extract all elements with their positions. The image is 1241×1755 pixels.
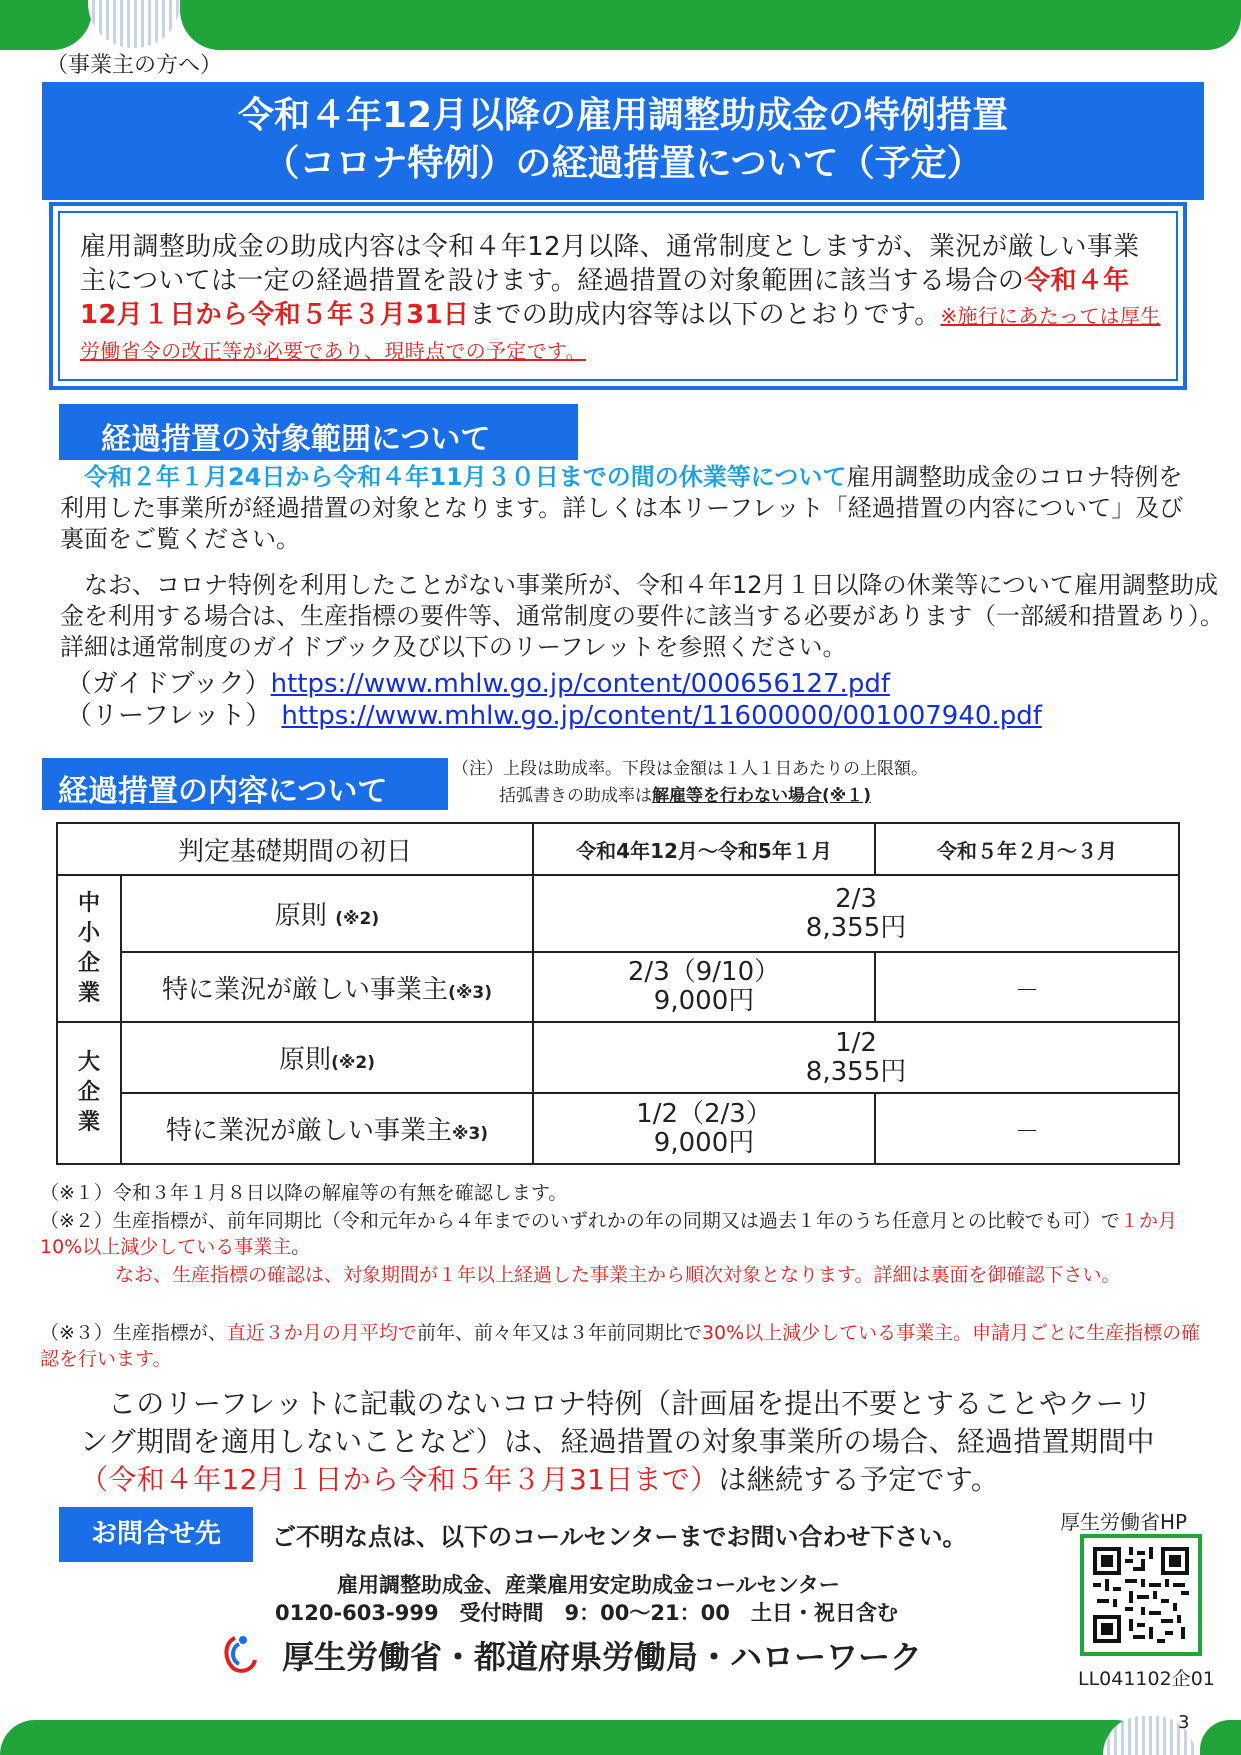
footnote-2-detail-text: なお、生産指標の確認は、対象期間が１年以上経過した事業主から順次対象となります。詳細は裏面を御確認下さい。 — [115, 1264, 1121, 1286]
footnote-2-detail — [96, 1262, 1206, 1288]
contact-label: お問合せ先 — [59, 1507, 253, 1562]
guidebook-label: （ガイドブック） — [66, 669, 271, 699]
footnote-3-text: （※３）生産指標が、 — [40, 1322, 227, 1344]
cell-sme-basic — [533, 875, 1179, 952]
cell-sme-severe-feb-mar: － — [875, 952, 1179, 1022]
rate-value: 2/3 — [835, 883, 877, 914]
subsidy-rate-table — [56, 822, 1180, 1165]
callcenter-phone: 0120-603-999 受付時間 9：00～21：00 土日・祝日含む — [275, 1601, 898, 1625]
table-row — [57, 952, 1179, 1022]
group-char: 企 — [77, 950, 100, 976]
intro-paragraph — [80, 230, 1165, 368]
audience-label: （事業主の方へ） — [46, 53, 223, 78]
amount-value: 9,000円 — [653, 1127, 755, 1158]
scope-paragraph-2 — [60, 570, 1230, 663]
column-header-period-start: 判定基礎期間の初日 — [57, 823, 533, 875]
table-note-line-1: （注）上段は助成率。下段は金額は１人１日あたりの上限額。 — [452, 759, 928, 779]
row-label-large-severe — [121, 1093, 533, 1164]
cell-sme-severe-dec-jan — [533, 952, 875, 1022]
leaflet-line — [66, 700, 1042, 732]
footnote-mark: ※3) — [451, 1124, 489, 1144]
footnote-3-highlight-2: 30%以上減少している事業主。申請月ごとに生産指標の確認を行います。 — [40, 1322, 1201, 1370]
table-header-row — [57, 823, 1179, 875]
group-char: 業 — [77, 1110, 100, 1135]
row-label-text: 特に業況が厳しい事業主 — [165, 1116, 452, 1146]
footnote-2-end: 。 — [291, 1236, 311, 1258]
group-label-sme — [57, 875, 121, 1022]
group-char: 小 — [77, 920, 100, 946]
group-char: 大 — [77, 1050, 100, 1075]
group-char: 業 — [77, 980, 100, 1006]
footnote-3-text-2: 前年、前々年又は３年前同期比で — [416, 1322, 702, 1344]
footnote-mark: (※2) — [335, 909, 380, 929]
contact-message: ご不明な点は、以下のコールセンターまでお問い合わせ下さい。 — [272, 1523, 967, 1551]
page-number: 3 — [1178, 1712, 1190, 1733]
callcenter-name: 雇用調整助成金、産業雇用安定助成金コールセンター — [337, 1573, 840, 1597]
row-label-large-basic — [121, 1022, 533, 1093]
intro-date-highlight: 令和４年12月１日から令和５年３月31日 — [80, 266, 1130, 330]
group-label-large — [57, 1022, 121, 1164]
title-line-1: 令和４年12月以降の雇用調整助成金の特例措置 — [237, 95, 1009, 136]
column-header-feb-mar: 令和５年２月～３月 — [875, 823, 1179, 875]
scope-period-highlight: 令和２年１月24日から令和４年11月３０日までの間の休業等について — [84, 463, 847, 491]
closing-date-highlight: （令和４年12月１日から令和５年３月31日まで） — [80, 1463, 719, 1496]
page-title — [42, 82, 1204, 200]
top-stripe-decoration — [88, 0, 180, 48]
footnote-3-highlight-1: 直近３か月の月平均で — [226, 1322, 417, 1344]
table-row — [57, 875, 1179, 952]
group-char: 中 — [77, 890, 100, 916]
table-note-prefix: 括弧書きの助成率は — [499, 786, 652, 806]
footnote-2-text: （※２）生産指標が、前年同期比（令和元年から４年までのいずれかの年の同期又は過去１年のうち任意月との比較でも可）で — [40, 1210, 1120, 1232]
row-label-text: 原則 — [279, 1045, 332, 1075]
mhlw-logo-icon — [221, 1632, 259, 1674]
scope-text-2: なお、コロナ特例を利用したことがない事業所が、令和４年12月１日以降の休業等について雇用調整助成金を利用する場合は、生産指標の要件等、通常制度の要件に該当する必要があります（一部緩和措置あり）。詳細は通常制度のガイドブック及び以下のリーフレットを参照ください。 — [60, 571, 1224, 661]
footnote-mark: (※2) — [331, 1053, 375, 1073]
footnote-3 — [40, 1320, 1210, 1372]
row-label-text: 原則 — [274, 901, 327, 931]
bottom-band — [0, 1720, 1150, 1755]
footnote-mark: (※3) — [448, 982, 492, 1003]
footer-organization: 厚生労働省・都道府県労働局・ハローワーク — [282, 1638, 923, 1676]
qr-code-icon[interactable] — [1093, 1547, 1189, 1647]
table-row — [57, 1022, 1179, 1093]
leaflet-link[interactable]: https://www.mhlw.go.jp/content/11600000/001007940.pdf — [281, 701, 1042, 731]
title-line-2: （コロナ特例）の経過措置について（予定） — [263, 143, 983, 184]
qr-caption: 厚生労働省HP — [1060, 1510, 1188, 1534]
cell-large-severe-feb-mar: － — [875, 1093, 1179, 1164]
group-char: 企 — [77, 1080, 100, 1105]
rate-value: 1/2（2/3） — [636, 1098, 772, 1129]
row-label-sme-severe — [121, 952, 533, 1022]
section-header-contents: 経過措置の内容について — [42, 758, 448, 810]
cell-large-severe-dec-jan — [533, 1093, 875, 1164]
row-label-text: 特に業況が厳しい事業主 — [162, 974, 449, 1005]
footnote-1: （※１）令和３年１月８日以降の解雇等の有無を確認します。 — [40, 1182, 568, 1204]
closing-text-b: は継続する予定です。 — [718, 1463, 1000, 1496]
scope-text: 雇用調整助成金のコロナ特例を利用した事業所が経過措置の対象となります。詳しくは本リーフレット「経過措置の内容について」及び裏面をご覧ください。 — [60, 463, 1184, 553]
document-code: LL041102企01 — [1078, 1668, 1215, 1690]
leaflet-label: （リーフレット） — [66, 701, 272, 731]
intro-text-a: 雇用調整助成金の助成内容は令和４年12月以降、通常制度としますが、業況が厳しい事業主については一定の経過措置を設けます。経過措置の対象範囲に該当する場合の — [80, 232, 1140, 296]
table-note — [452, 756, 928, 810]
footnote-2-highlight: １か月10%以上減少している事業主 — [40, 1210, 1177, 1258]
guidebook-link[interactable]: https://www.mhlw.go.jp/content/000656127.pdf — [270, 669, 890, 699]
amount-value: 8,355円 — [805, 912, 907, 943]
section-header-scope: 経過措置の対象範囲について — [59, 404, 578, 460]
closing-text-a: このリーフレットに記載のないコロナ特例（計画届を提出不要とすることやクーリング期間を適用しないことなど）は、経過措置の対象事業所の場合、経過措置期間中 — [80, 1387, 1155, 1458]
bottom-band — [1200, 1720, 1241, 1755]
top-band — [0, 0, 92, 50]
table-row — [57, 1093, 1179, 1164]
guidebook-line — [66, 668, 890, 700]
footnote-2 — [40, 1208, 1210, 1260]
rate-value: 2/3（9/10） — [627, 957, 781, 987]
scope-paragraph — [60, 462, 1190, 555]
closing-paragraph — [80, 1385, 1180, 1499]
table-note-emphasis: 解雇等を行わない場合(※１) — [652, 786, 872, 806]
row-label-sme-basic — [121, 875, 533, 952]
intro-text-b: までの助成内容等は以下のとおりです。 — [469, 300, 941, 330]
amount-value: 8,355円 — [805, 1056, 907, 1087]
cell-large-basic — [533, 1022, 1179, 1093]
intro-note: ※施行にあたっては厚生労働省令の改正等が必要であり、現時点での予定です。 — [80, 304, 1161, 363]
column-header-dec-jan: 令和4年12月～令和5年１月 — [533, 823, 875, 875]
rate-value: 1/2 — [835, 1027, 877, 1058]
table-note-line-2 — [452, 783, 928, 810]
top-band — [180, 0, 1241, 50]
amount-value: 9,000円 — [653, 986, 755, 1016]
